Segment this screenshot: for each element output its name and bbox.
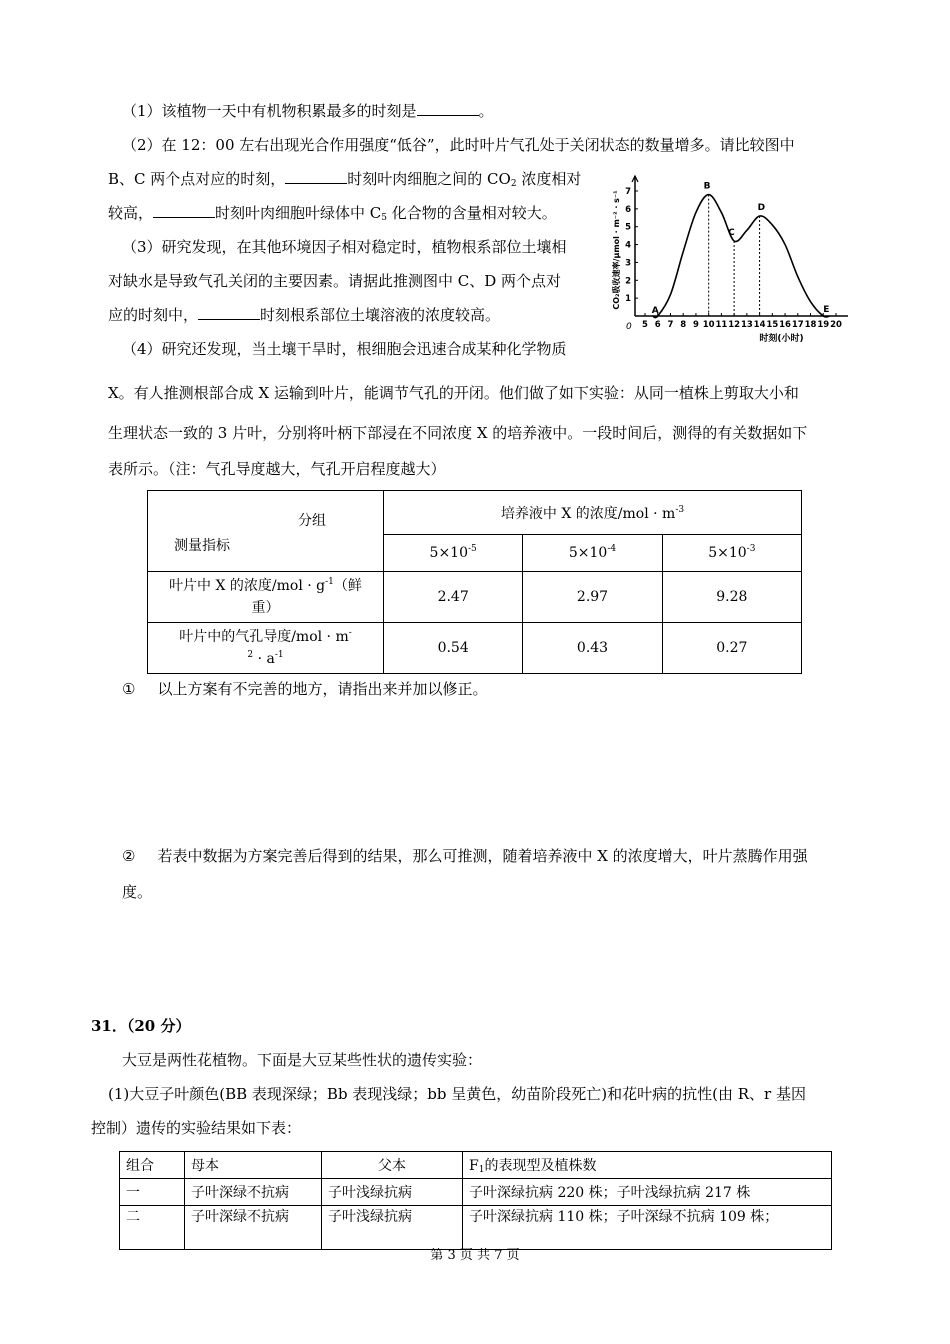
circled-number: ② — [122, 847, 136, 865]
subscript: 1 — [478, 1165, 485, 1175]
question-4-line3: 生理状态一致的 3 片叶，分别将叶柄下部浸在不同浓度 X 的培养液中。一段时间后，测得的有关数据如下 — [108, 424, 808, 442]
x-tick-label: 7 — [667, 320, 674, 330]
circled-number: ① — [122, 680, 136, 698]
table-row — [148, 622, 802, 673]
superscript: - — [348, 627, 352, 638]
y-tick-label: 4 — [625, 240, 631, 251]
question-3-line1: （3）研究发现，在其他环境因子相对稳定时，植物根系部位土壤相 — [122, 238, 567, 256]
y-tick-label: 5 — [625, 222, 631, 233]
answer-blank[interactable] — [198, 305, 260, 320]
question-4-line1: （4）研究还发现，当土壤干旱时，根细胞会迅速合成某种化学物质 — [122, 340, 567, 358]
table-cell: 2.47 — [384, 572, 523, 622]
header-cell — [463, 1152, 832, 1179]
experiment-table — [147, 490, 802, 674]
table-cell: 子叶深绿抗病 110 株；子叶深绿不抗病 109 株； — [463, 1206, 832, 1250]
origin-label: 0 — [626, 322, 632, 332]
header-text: 培养液中 X 的浓度/mol · m — [500, 505, 676, 522]
question-4-line2: X。有人推测根部合成 X 运输到叶片，能调节气孔的开闭。他们做了如下实验：从同一植株上剪取大小和 — [108, 384, 799, 402]
x-tick-label: 18 — [804, 320, 817, 330]
text: 时刻叶肉细胞之间的 CO — [347, 170, 511, 188]
y-tick-label: 3 — [625, 258, 631, 269]
row-label — [148, 622, 384, 673]
text: 时刻根系部位土壤溶液的浓度较高。 — [260, 306, 501, 324]
y-axis-label: CO₂吸收速率/μmol · m⁻² · s⁻¹ — [612, 190, 621, 310]
superscript: 2 — [247, 649, 254, 660]
question-31-intro: 大豆是两性花植物。下面是大豆某些性状的遗传实验： — [122, 1051, 483, 1069]
subscript: 5 — [381, 213, 387, 223]
subquestion-text: 若表中数据为方案完善后得到的结果，那么可推测，随着培养液中 X 的浓度增大，叶片蒸腾作用强 — [157, 847, 808, 865]
text: 浓度相对 — [516, 170, 582, 188]
subscript: 2 — [510, 179, 517, 189]
question-2-line2 — [108, 169, 581, 189]
y-tick-label: 7 — [625, 187, 631, 197]
answer-blank[interactable] — [153, 203, 215, 218]
subquestion-2-line2: 度。 — [122, 883, 153, 901]
table-cell: 0.43 — [523, 622, 662, 673]
cross-results-table — [119, 1151, 832, 1250]
conc-cell-3 — [662, 535, 801, 572]
table-row — [120, 1206, 832, 1250]
text: 较高， — [108, 204, 154, 222]
table-cell: 子叶浅绿抗病 — [322, 1179, 463, 1206]
table-cell: 子叶深绿不抗病 — [185, 1179, 322, 1206]
x-tick-label: 6 — [654, 320, 661, 330]
label-text: 叶片中的气孔导度/mol · m — [179, 628, 349, 645]
y-tick-label: 6 — [625, 204, 631, 215]
x-tick-label: 19 — [817, 320, 830, 330]
x-tick-label: 11 — [715, 320, 728, 330]
point-label-c: C — [728, 228, 735, 238]
header-text: F — [469, 1158, 479, 1174]
subquestion-1 — [122, 679, 487, 699]
label-text: 叶片中 X 的浓度/mol · g — [169, 578, 326, 595]
x-tick-label: 10 — [702, 320, 715, 330]
superscript: -1 — [325, 577, 334, 588]
table-cell: 0.27 — [662, 622, 801, 673]
table-cell: 子叶深绿不抗病 — [185, 1206, 322, 1250]
table-cell: 二 — [120, 1206, 185, 1250]
label-text: · a — [253, 650, 275, 667]
question-3-line2: 对缺水是导致气孔关闭的主要因素。请据此推测图中 C、D 两个点对 — [108, 272, 562, 290]
text: 化合物的含量相对较大。 — [387, 204, 557, 222]
subquestion-text: 以上方案有不完善的地方，请指出来并加以修正。 — [157, 680, 488, 698]
superscript: -4 — [607, 544, 617, 555]
co2-curve — [653, 195, 830, 318]
question-4-line4: 表所示。（注：气孔导度越大，气孔开启程度越大） — [108, 460, 446, 478]
x-axis-label: 时刻(小时) — [759, 334, 804, 344]
corner-cell — [148, 491, 384, 572]
question-31-part1-line2: 控制）遗传的实验结果如下表： — [91, 1119, 302, 1137]
table-cell: 一 — [120, 1179, 185, 1206]
superscript: -3 — [675, 504, 685, 515]
x-tick-label: 17 — [791, 320, 804, 330]
x-tick-label: 20 — [830, 320, 842, 330]
point-label-e: E — [823, 305, 830, 315]
table-cell: 子叶深绿抗病 220 株；子叶浅绿抗病 217 株 — [463, 1179, 832, 1206]
header-cell: 父本 — [322, 1152, 463, 1179]
conc-cell-1 — [384, 535, 523, 572]
point-label-d: D — [757, 203, 766, 213]
label-text: 重） — [251, 600, 280, 617]
question-3-line3 — [108, 305, 500, 325]
table-row — [120, 1179, 832, 1206]
superscript: -5 — [468, 544, 477, 555]
text: 时刻叶肉细胞叶绿体中 C — [215, 204, 382, 222]
conc-cell-2 — [523, 535, 662, 572]
question-text: （1）该植物一天中有机物积累最多的时刻是 — [122, 102, 417, 120]
question-2-line1: （2）在 12：00 左右出现光合作用强度“低谷”，此时叶片气孔处于关闭状态的数量增多。请比较图中 — [122, 136, 795, 154]
text: 应的时刻中， — [108, 306, 199, 324]
subquestion-2-line1 — [122, 846, 808, 866]
x-tick-label: 8 — [680, 320, 687, 330]
page-footer: 第 3 页 共 7 页 — [430, 1248, 520, 1263]
row-label — [148, 572, 384, 622]
question-1 — [122, 101, 494, 121]
corner-group-label: 分组 — [298, 513, 326, 529]
conc-header — [384, 491, 802, 535]
point-label-b: B — [703, 181, 711, 192]
header-text: 的表现型及植株数 — [484, 1158, 597, 1174]
x-tick-label: 5 — [642, 320, 648, 330]
y-tick-label: 2 — [625, 276, 631, 287]
answer-blank[interactable] — [417, 101, 479, 116]
x-tick-label: 14 — [753, 320, 766, 330]
question-31-part1-line1: (1)大豆子叶颜色(BB 表现深绿；Bb 表现浅绿；bb 呈黄色，幼苗阶段死亡)和花叶病的抗性(由 R、r 基因 — [108, 1085, 806, 1103]
table-cell: 9.28 — [662, 572, 801, 622]
punct: 。 — [478, 102, 494, 120]
superscript: -1 — [274, 649, 284, 660]
conc-base: 5×10 — [429, 545, 468, 562]
label-text: （鲜 — [333, 578, 362, 595]
x-tick-label: 15 — [766, 320, 779, 330]
y-tick-label: 1 — [625, 294, 631, 305]
x-tick-label: 12 — [728, 320, 741, 330]
x-tick-label: 13 — [740, 320, 753, 330]
superscript: -3 — [746, 544, 756, 555]
question-2-line3 — [108, 203, 557, 223]
table-cell: 0.54 — [384, 622, 523, 673]
co2-absorption-chart — [610, 166, 860, 348]
table-cell: 2.97 — [523, 572, 662, 622]
conc-base: 5×10 — [568, 545, 608, 562]
text: B、C 两个点对应的时刻， — [108, 170, 286, 188]
x-tick-label: 16 — [779, 320, 791, 330]
conc-base: 5×10 — [708, 545, 747, 562]
question-31-title: 31．（20 分） — [91, 1017, 191, 1035]
corner-index-label: 测量指标 — [174, 538, 230, 554]
table-row — [148, 572, 802, 622]
answer-blank[interactable] — [285, 169, 347, 184]
point-label-a: A — [651, 306, 659, 316]
header-cell: 组合 — [120, 1152, 185, 1179]
table-cell: 子叶浅绿抗病 — [322, 1206, 463, 1250]
table-header-row — [120, 1152, 832, 1179]
header-cell: 母本 — [185, 1152, 322, 1179]
x-tick-label: 9 — [692, 320, 699, 330]
